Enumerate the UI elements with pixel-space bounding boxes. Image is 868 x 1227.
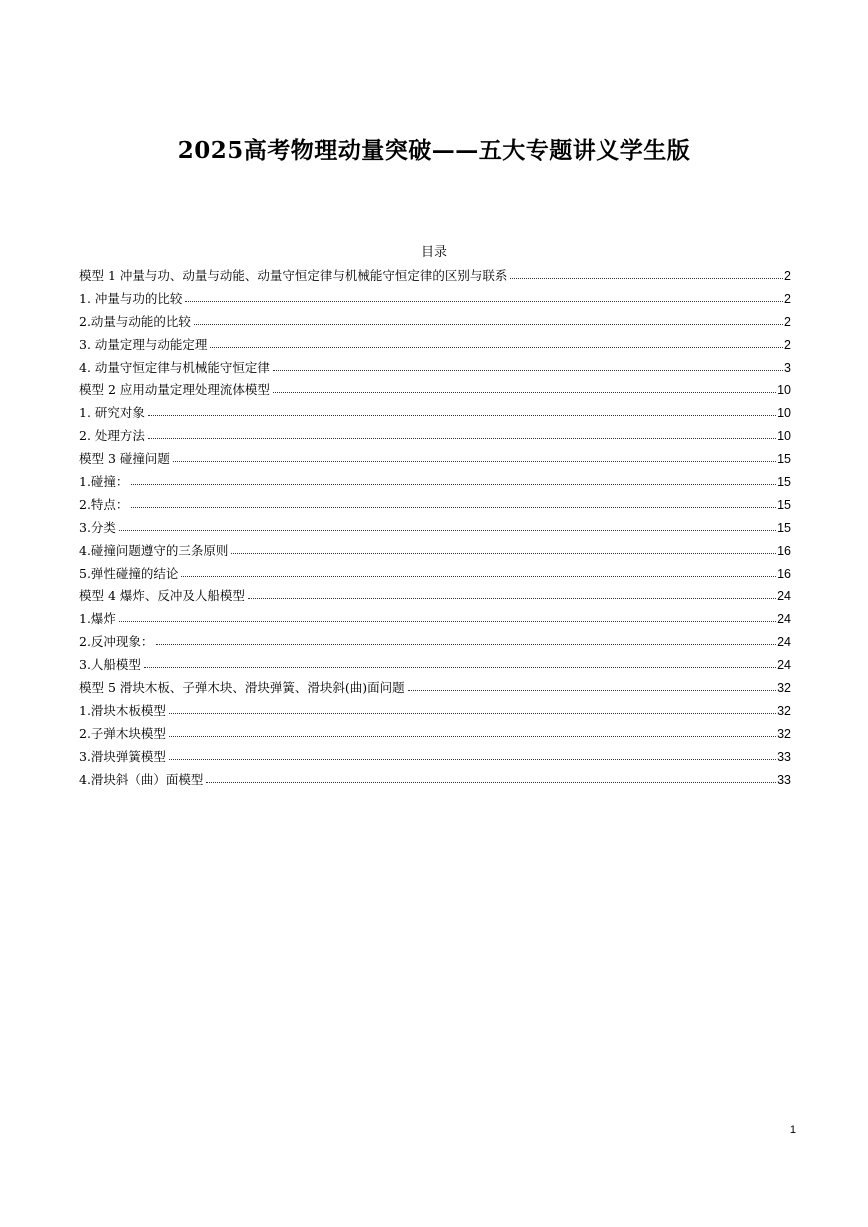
table-of-contents bbox=[79, 267, 791, 793]
toc-entry-page: 2 bbox=[784, 337, 791, 352]
toc-entry-label: 1. 冲量与功的比较 bbox=[79, 290, 183, 306]
toc-leader-dots bbox=[210, 337, 783, 349]
toc-entry-page: 16 bbox=[777, 566, 791, 581]
toc-entry-label: 2.反冲现象： bbox=[79, 634, 154, 650]
toc-entry[interactable] bbox=[79, 656, 791, 679]
toc-entry-label: 1. 研究对象 bbox=[79, 405, 145, 421]
toc-leader-dots bbox=[194, 314, 783, 326]
toc-entry-label: 模型 4 爆炸、反冲及人船模型 bbox=[79, 588, 245, 604]
toc-entry[interactable] bbox=[79, 679, 791, 702]
toc-entry[interactable] bbox=[79, 496, 791, 519]
toc-entry-label: 模型 5 滑块木板、子弹木块、滑块弹簧、滑块斜(曲)面问题 bbox=[79, 680, 405, 696]
toc-entry-page: 16 bbox=[777, 543, 791, 558]
toc-entry[interactable] bbox=[79, 702, 791, 725]
toc-leader-dots bbox=[148, 428, 776, 440]
toc-leader-dots bbox=[248, 588, 776, 600]
toc-entry-page: 2 bbox=[784, 269, 791, 283]
toc-entry[interactable] bbox=[79, 313, 791, 336]
toc-entry-label: 3.滑块弹簧模型 bbox=[79, 748, 166, 764]
toc-entry-page: 24 bbox=[777, 658, 791, 673]
toc-entry-label: 2. 处理方法 bbox=[79, 428, 145, 444]
toc-leader-dots bbox=[510, 268, 783, 280]
toc-leader-dots bbox=[173, 451, 776, 463]
toc-entry[interactable] bbox=[79, 359, 791, 382]
toc-entry[interactable] bbox=[79, 725, 791, 748]
toc-entry[interactable] bbox=[79, 748, 791, 771]
toc-entry[interactable] bbox=[79, 267, 791, 290]
toc-entry-label: 2.动量与动能的比较 bbox=[79, 313, 191, 329]
toc-entry-label: 4.碰撞问题遵守的三条原则 bbox=[79, 542, 229, 558]
toc-entry-page: 2 bbox=[784, 314, 791, 329]
toc-leader-dots bbox=[131, 497, 776, 509]
toc-entry[interactable] bbox=[79, 565, 791, 588]
toc-entry[interactable] bbox=[79, 587, 791, 610]
toc-entry[interactable] bbox=[79, 427, 791, 450]
toc-leader-dots bbox=[206, 772, 776, 784]
toc-entry-label: 2.子弹木块模型 bbox=[79, 725, 166, 741]
toc-entry[interactable] bbox=[79, 519, 791, 542]
toc-entry-label: 模型 1 冲量与功、动量与动能、动量守恒定律与机械能守恒定律的区别与联系 bbox=[79, 268, 508, 283]
toc-entry-label: 4. 动量守恒定律与机械能守恒定律 bbox=[79, 359, 270, 375]
toc-leader-dots bbox=[185, 291, 783, 303]
toc-entry[interactable] bbox=[79, 404, 791, 427]
toc-entry[interactable] bbox=[79, 473, 791, 496]
toc-leader-dots bbox=[119, 520, 776, 532]
toc-entry-page: 24 bbox=[777, 635, 791, 650]
toc-entry-page: 15 bbox=[777, 497, 791, 512]
toc-leader-dots bbox=[169, 726, 776, 738]
toc-entry-label: 模型 2 应用动量定理处理流体模型 bbox=[79, 382, 270, 398]
toc-leader-dots bbox=[408, 680, 776, 692]
toc-entry-label: 3.人船模型 bbox=[79, 657, 141, 673]
toc-leader-dots bbox=[273, 382, 776, 394]
toc-entry-label: 1.爆炸 bbox=[79, 611, 116, 627]
toc-entry-page: 3 bbox=[784, 360, 791, 375]
toc-entry-label: 1.碰撞： bbox=[79, 474, 129, 490]
toc-entry[interactable] bbox=[79, 771, 791, 794]
toc-entry[interactable] bbox=[79, 381, 791, 404]
toc-entry-page: 10 bbox=[777, 406, 791, 421]
toc-entry-label: 4.滑块斜（曲）面模型 bbox=[79, 771, 204, 787]
toc-leader-dots bbox=[148, 405, 776, 417]
toc-leader-dots bbox=[156, 634, 776, 646]
toc-entry-label: 1.滑块木板模型 bbox=[79, 702, 166, 718]
toc-leader-dots bbox=[231, 543, 776, 555]
toc-entry-label: 3. 动量定理与动能定理 bbox=[79, 336, 208, 352]
toc-entry-page: 15 bbox=[777, 475, 791, 490]
toc-entry-page: 15 bbox=[777, 452, 791, 467]
document-title: 2025高考物理动量突破——五大专题讲义学生版 bbox=[177, 137, 691, 164]
toc-leader-dots bbox=[144, 657, 776, 669]
toc-entry-label: 3.分类 bbox=[79, 519, 116, 535]
toc-entry-page: 15 bbox=[777, 520, 791, 535]
toc-entry-page: 33 bbox=[777, 772, 791, 787]
toc-entry[interactable] bbox=[79, 290, 791, 313]
toc-entry-page: 32 bbox=[777, 703, 791, 718]
toc-entry-label: 模型 3 碰撞问题 bbox=[79, 451, 170, 467]
toc-leader-dots bbox=[181, 566, 776, 578]
toc-entry[interactable] bbox=[79, 633, 791, 656]
toc-entry-label: 2.特点： bbox=[79, 496, 129, 512]
toc-entry-page: 24 bbox=[777, 589, 791, 604]
toc-leader-dots bbox=[169, 703, 776, 715]
toc-entry[interactable] bbox=[79, 542, 791, 565]
toc-entry[interactable] bbox=[79, 336, 791, 359]
toc-entry[interactable] bbox=[79, 610, 791, 633]
toc-entry-page: 33 bbox=[777, 749, 791, 764]
toc-entry-page: 24 bbox=[777, 612, 791, 627]
toc-entry-page: 10 bbox=[777, 429, 791, 444]
toc-entry-label: 5.弹性碰撞的结论 bbox=[79, 565, 179, 581]
toc-entry-page: 10 bbox=[777, 383, 791, 398]
toc-leader-dots bbox=[273, 360, 783, 372]
toc-leader-dots bbox=[119, 611, 776, 623]
toc-entry-page: 32 bbox=[777, 726, 791, 741]
toc-leader-dots bbox=[131, 474, 776, 486]
toc-leader-dots bbox=[169, 749, 776, 761]
toc-entry-page: 32 bbox=[777, 681, 791, 696]
page-number: 1 bbox=[789, 1124, 796, 1136]
toc-entry[interactable] bbox=[79, 450, 791, 473]
toc-entry-page: 2 bbox=[784, 291, 791, 306]
toc-heading: 目录 bbox=[420, 245, 447, 260]
